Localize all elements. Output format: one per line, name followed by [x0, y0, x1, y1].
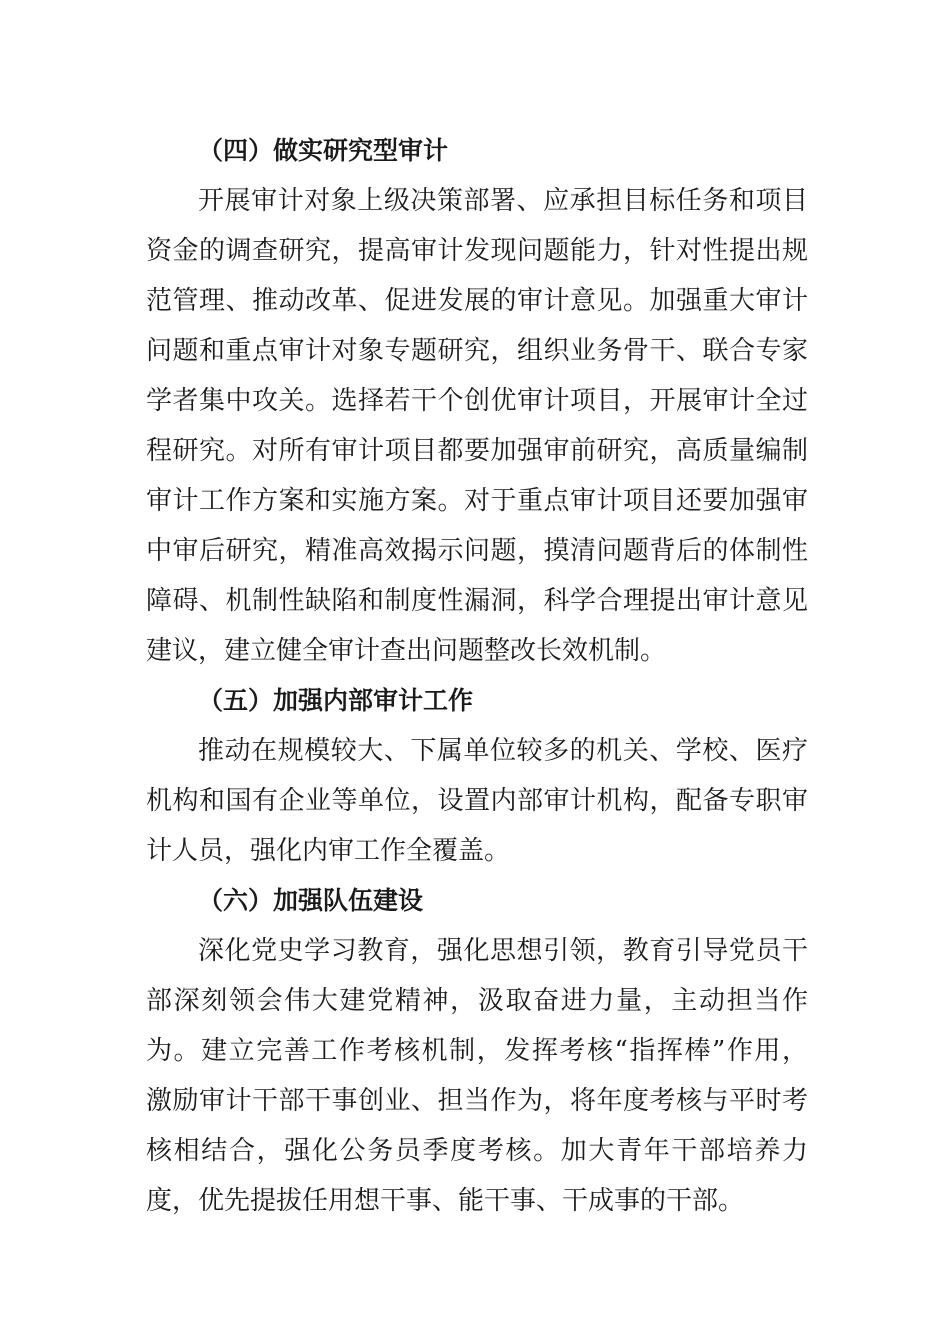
paragraph-line: 障碍、机制性缺陷和制度性漏洞，科学合理提出审计意见: [146, 586, 808, 616]
paragraph-line: 范管理、推动改革、促进发展的审计意见。加强重大审计: [146, 286, 808, 316]
paragraph-line: 中审后研究，精准高效揭示问题，摸清问题背后的体制性: [146, 536, 808, 566]
section-heading: （四）做实研究型审计: [198, 136, 449, 165]
document-page: [146, 126, 808, 1226]
section-heading: （六）加强队伍建设: [198, 886, 424, 915]
paragraph-line: 审计工作方案和实施方案。对于重点审计项目还要加强审: [146, 486, 808, 516]
paragraph-line: 度，优先提拔任用想干事、能干事、干成事的干部。: [146, 1186, 745, 1216]
paragraph-line: 机构和国有企业等单位，设置内部审计机构，配备专职审: [146, 786, 808, 816]
paragraph-line: 资金的调查研究，提高审计发现问题能力，针对性提出规: [146, 236, 808, 266]
paragraph-line: 为。建立完善工作考核机制，发挥考核“指挥棒”作用，: [146, 1036, 808, 1066]
paragraph-line: 计人员，强化内审工作全覆盖。: [146, 836, 511, 866]
paragraph-line: 程研究。对所有审计项目都要加强审前研究，高质量编制: [146, 436, 808, 466]
paragraph-line: 部深刻领会伟大建党精神，汲取奋进力量，主动担当作: [146, 986, 808, 1016]
paragraph-line: 推动在规模较大、下属单位较多的机关、学校、医疗: [198, 736, 808, 766]
paragraph-line: 建议，建立健全审计查出问题整改长效机制。: [146, 636, 667, 666]
paragraph-line: 核相结合，强化公务员季度考核。加大青年干部培养力: [146, 1136, 808, 1166]
paragraph-line: 开展审计对象上级决策部署、应承担目标任务和项目: [198, 186, 808, 216]
paragraph-line: 学者集中攻关。选择若干个创优审计项目，开展审计全过: [146, 386, 808, 416]
section-heading: （五）加强内部审计工作: [198, 686, 474, 715]
paragraph-line: 问题和重点审计对象专题研究，组织业务骨干、联合专家: [146, 336, 808, 366]
paragraph-line: 深化党史学习教育，强化思想引领，教育引导党员干: [198, 936, 808, 966]
paragraph-line: 激励审计干部干事创业、担当作为，将年度考核与平时考: [146, 1086, 808, 1116]
